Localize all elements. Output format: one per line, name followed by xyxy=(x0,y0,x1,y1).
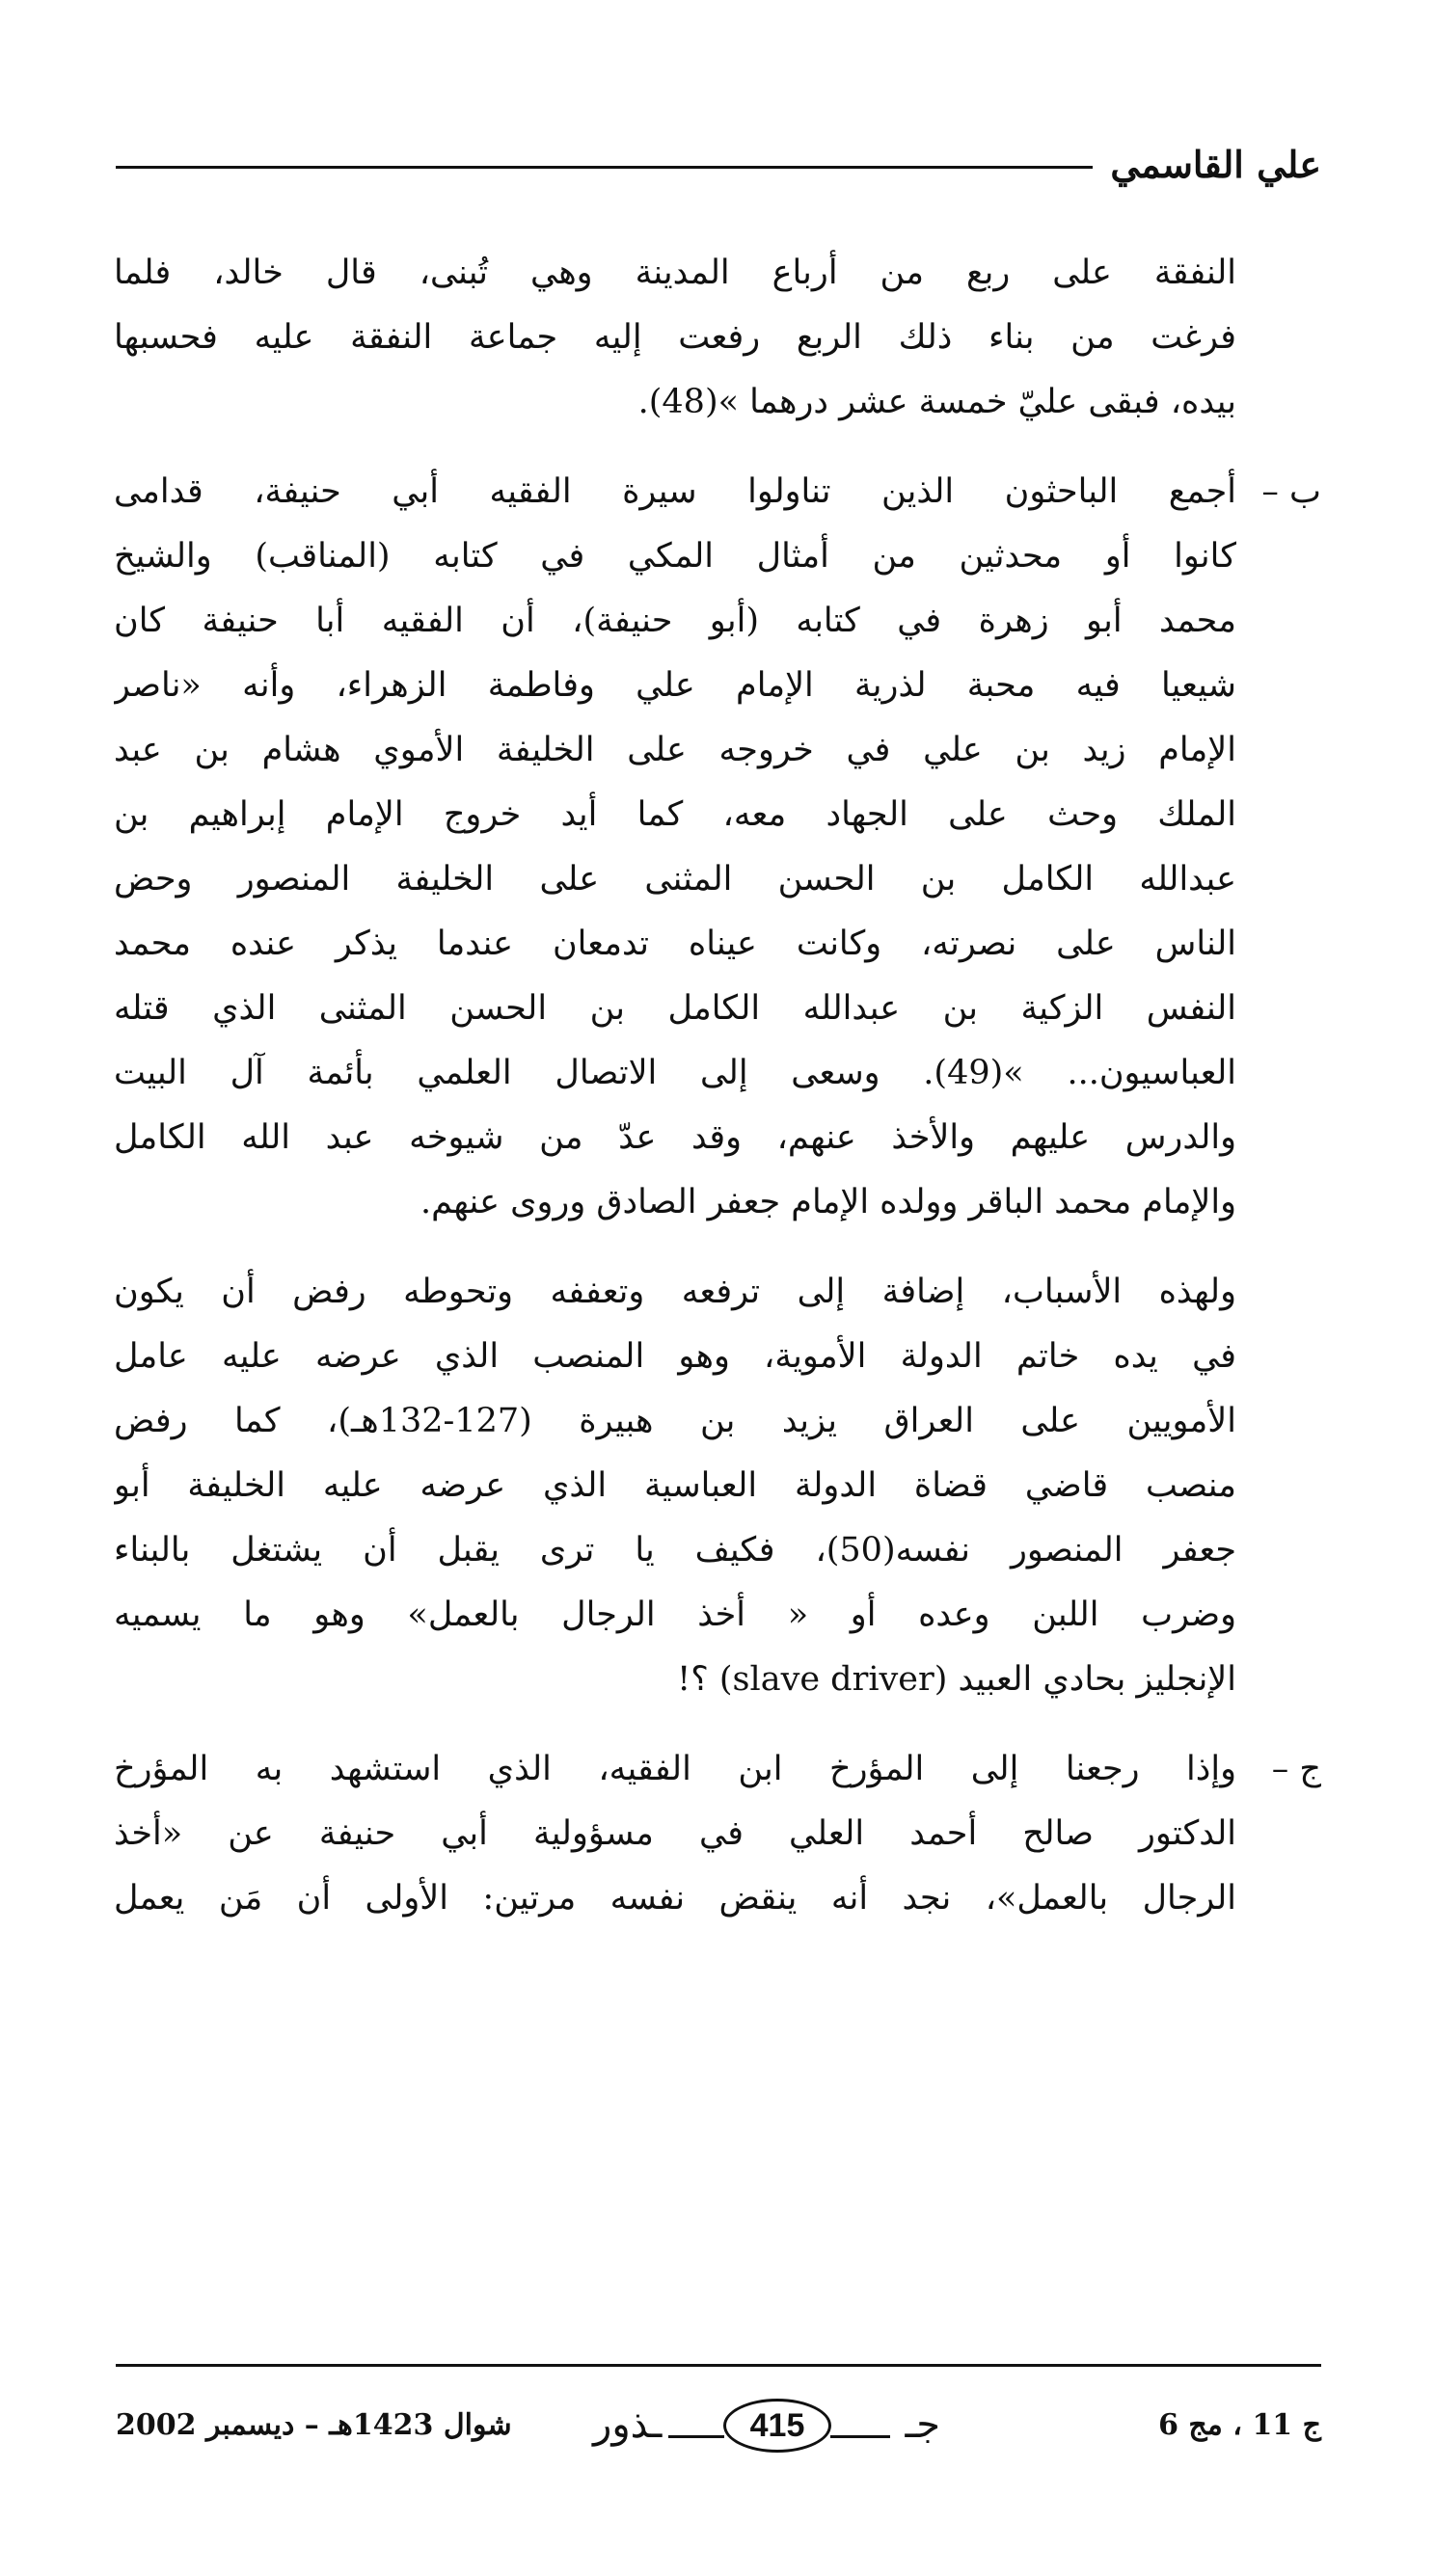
journal-stroke-right xyxy=(830,2435,890,2438)
text-line: ولهذه الأسباب، إضافة إلى ترفعه وتعففه وتحوطه رفض أن يكون xyxy=(114,1273,1236,1311)
paragraph-item-b xyxy=(114,460,1321,1235)
text-line: النفقة على ربع من أرباع المدينة وهي تُبنى، قال خالد، فلما xyxy=(114,254,1236,292)
text-line: عبدالله الكامل بن الحسن المثنى على الخليفة المنصور وحض xyxy=(114,860,1236,899)
journal-page-mark xyxy=(593,2391,940,2458)
body-text xyxy=(114,241,1321,1956)
text-line: منصب قاضي قضاة الدولة العباسية الذي عرضه عليه الخليفة أبو xyxy=(114,1466,1236,1505)
footer-rule xyxy=(116,2364,1321,2367)
text-line: والدرس عليهم والأخذ عنهم، وقد عدّ من شيوخه عبد الله الكامل xyxy=(114,1118,1236,1157)
text-line: الدكتور صالح أحمد العلي في مسؤولية أبي حنيفة عن «أخذ xyxy=(114,1814,1236,1853)
issue-volume: ج 11 ، مج 6 xyxy=(1158,2408,1321,2442)
page-footer xyxy=(116,2389,1321,2466)
text-line: كانوا أو محدثين من أمثال المكي في كتابه (المناقب) والشيخ xyxy=(114,537,1236,576)
paragraph-continuation xyxy=(114,241,1321,435)
running-header xyxy=(116,135,1321,193)
header-rule xyxy=(116,166,1093,169)
text-line: في يده خاتم الدولة الأموية، وهو المنصب الذي عرضه عليه عامل xyxy=(114,1337,1236,1376)
text-line: الناس على نصرته، وكانت عيناه تدمعان عندما يذكر عنده محمد xyxy=(114,925,1236,963)
text-line: النفس الزكية بن عبدالله الكامل بن الحسن المثنى الذي قتله xyxy=(114,989,1236,1028)
text-line: الإمام زيد بن علي في خروجه على الخليفة الأموي هشام بن عبد xyxy=(114,731,1236,769)
paragraph-item-j xyxy=(114,1737,1321,1931)
journal-stroke-left xyxy=(668,2435,724,2438)
page-number: 415 xyxy=(723,2399,831,2453)
text-line: جعفر المنصور نفسه(50)، فكيف يا ترى يقبل أن يشتغل بالبناء xyxy=(114,1531,1236,1570)
text-line: وإذا رجعنا إلى المؤرخ ابن الفقيه، الذي استشهد به المؤرخ xyxy=(114,1750,1236,1788)
item-marker-b: ب – xyxy=(1261,472,1321,511)
text-line: الملك وحث على الجهاد معه، كما أيد خروج الإمام إبراهيم بن xyxy=(114,795,1236,834)
paragraph-body xyxy=(114,1260,1321,1712)
text-line: فرغت من بناء ذلك الربع رفعت إليه جماعة النفقة عليه فحسبها xyxy=(114,318,1236,357)
text-line: بيده، فبقى عليّ خمسة عشر درهما »(48). xyxy=(637,383,1236,421)
text-line: الإنجليز بحادي العبيد (slave driver) ؟! xyxy=(677,1660,1236,1699)
journal-name-right: جـ xyxy=(905,2402,940,2447)
journal-name-left: ـذور xyxy=(593,2402,663,2447)
text-line: العباسيون... »(49). وسعى إلى الاتصال العلمي بأئمة آل البيت xyxy=(114,1054,1236,1092)
text-line: أجمع الباحثون الذين تناولوا سيرة الفقيه أبي حنيفة، قدامى xyxy=(114,472,1236,511)
text-line: وضرب اللبن وعده أو « أخذ الرجال بالعمل» وهو ما يسميه xyxy=(114,1596,1236,1634)
text-line: والإمام محمد الباقر وولده الإمام جعفر الصادق وروى عنهم. xyxy=(420,1183,1236,1221)
issue-date: شوال 1423هـ – ديسمبر 2002 xyxy=(116,2408,512,2442)
text-line: محمد أبو زهرة في كتابه (أبو حنيفة)، أن الفقيه أبا حنيفة كان xyxy=(114,602,1236,640)
text-line: الأمويين على العراق يزيد بن هبيرة (127-132هـ)، كما رفض xyxy=(114,1402,1236,1440)
running-header-author: علي القاسمي xyxy=(1110,142,1321,186)
text-line: شيعيا فيه محبة لذرية الإمام علي وفاطمة الزهراء، وأنه «ناصر xyxy=(114,666,1236,705)
item-marker-j: ج – xyxy=(1271,1750,1321,1788)
text-line: الرجال بالعمل»، نجد أنه ينقض نفسه مرتين: الأولى أن مَن يعمل xyxy=(114,1879,1236,1918)
